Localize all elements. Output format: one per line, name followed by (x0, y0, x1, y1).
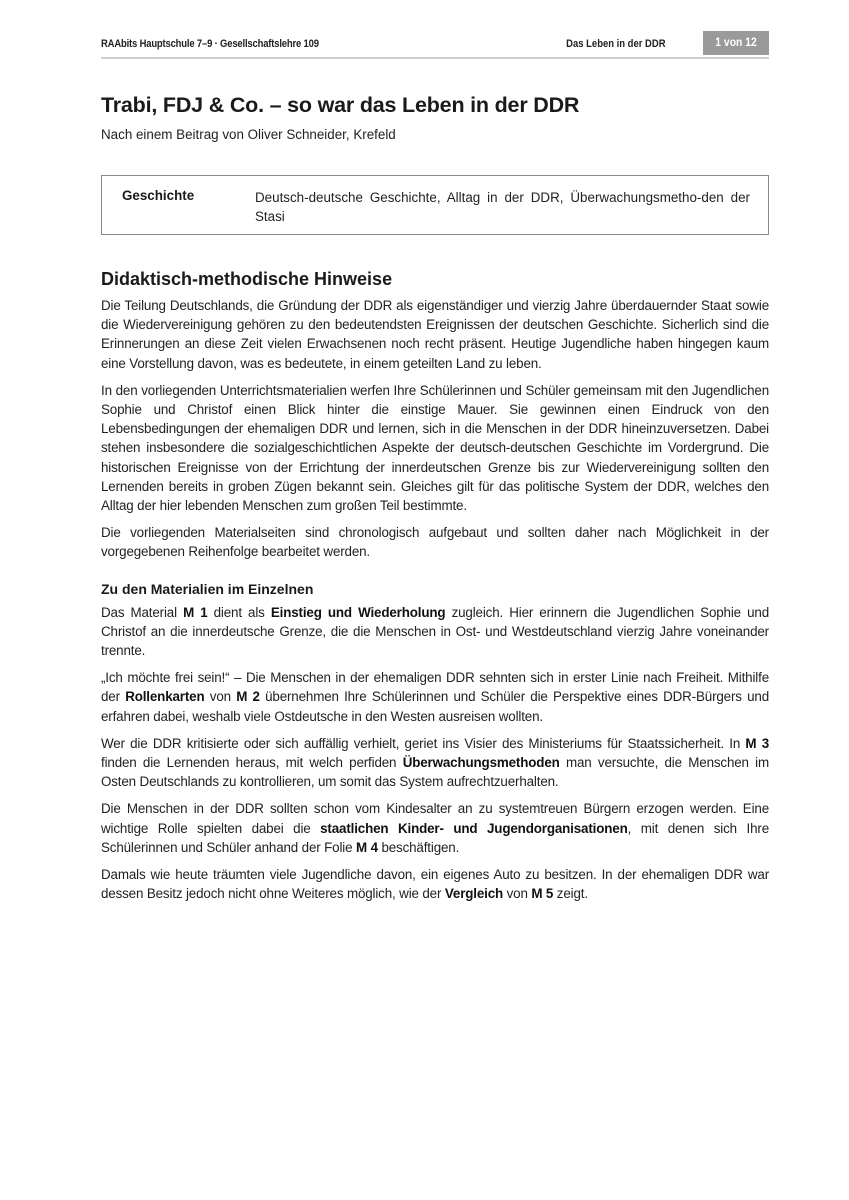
paragraph-m4 (101, 799, 769, 857)
text: finden die Lernenden heraus, mit welch perfiden (101, 755, 403, 771)
text: „Ich möchte frei sein!“ – Die Menschen in der ehemaligen DDR sehnten sich in erster Linie nach Freiheit. Mithilfe der (101, 670, 769, 705)
keyword: Rollenkarten (125, 689, 205, 705)
document-title: Trabi, FDJ & Co. – so war das Leben in der DDR (101, 93, 580, 117)
subject-description: Deutsch-deutsche Geschichte, Alltag in der DDR, Überwachungsmetho-den der Stasi (255, 190, 750, 224)
paragraph-m5 (101, 865, 769, 903)
subject-label: Geschichte (122, 188, 195, 203)
text: Wer die DDR kritisierte oder sich auffällig verhielt, geriet ins Visier des Ministeriums für Staatssicherheit. In (101, 735, 746, 751)
paragraph-m2 (101, 668, 769, 726)
keyword: Vergleich (444, 886, 504, 902)
material-ref: M 5 (531, 886, 554, 902)
text: dient als (207, 604, 271, 620)
text: von (204, 689, 237, 705)
text: man versuchte, die Menschen im Osten Deutschlands zu kontrollieren, um somit das System aufrechtzuerhalten. (101, 755, 770, 790)
page-number: 1 von 12 (715, 37, 757, 49)
subsection-heading: Zu den Materialien im Einzelnen (101, 580, 314, 597)
keyword: Einstieg und Wiederholung (270, 604, 446, 620)
text: zeigt. (553, 886, 588, 902)
text: zugleich. Hier erinnern die Jugendlichen Sophie und Christof an die innerdeutsche Grenze, die die Menschen in Ost- und Westdeutschland vierzig Jahre voneinander trennte. (101, 604, 769, 659)
paragraph-m1 (101, 603, 769, 661)
material-ref: M 1 (183, 604, 208, 620)
page-number-badge (703, 31, 769, 55)
paragraph-m3 (101, 734, 769, 792)
author-line: Nach einem Beitrag von Oliver Schneider, Krefeld (101, 127, 396, 142)
paragraph-intro-2: In den vorliegenden Unterrichtsmaterialien werfen Ihre Schülerinnen und Schüler gemeinsam mit den Jugendlichen Sophie und Christof einen Blick hinter die einstige Mauer. Sie gewinnen einen Eindruck von den Lebensbedingungen der ehemaligen DDR und lernen, sich in die Menschen in der DDR hineinzuversetzen. Dabei stehen insbesondere die sozialgeschichtlichen Aspekte der deutsch-deutschen Geschichte im Vordergrund. Die historischen Ereignisse von der Errichtung der innerdeutschen Grenze bis zur Wiedervereinigung sollten den Lernenden bereits in groben Zügen bekannt sein. Gleiches gilt für das politische System der DDR, welches den Alltag der hier lebenden Menschen zum großen Teil bestimmte. (101, 382, 769, 514)
text: Damals wie heute träumten viele Jugendliche davon, ein eigenes Auto zu besitzen. In der ehemaligen DDR war dessen Besitz jedoch nicht ohne Weiteres möglich, wie der (101, 867, 769, 902)
running-header (101, 35, 769, 59)
material-ref: M 3 (745, 735, 770, 751)
text: beschäftigen. (377, 839, 460, 855)
chapter-title: Das Leben in der DDR (566, 38, 666, 50)
text: von (503, 886, 532, 902)
paragraph-intro-3: Die vorliegenden Materialseiten sind chronologisch aufgebaut und sollten daher nach Möglichkeit in der vorgegebenen Reihenfolge bearbeitet werden. (101, 525, 769, 560)
text: übernehmen Ihre Schülerinnen und Schüler die Perspektive eines DDR-Bürgers und erfahren dabei, weshalb viele Ostdeutsche in den Westen ausreisen wollten. (101, 689, 770, 724)
page-content (101, 93, 769, 903)
keyword: Überwachungsmethoden (402, 755, 560, 771)
material-ref: M 4 (356, 839, 378, 855)
text: , mit denen sich Ihre Schülerinnen und Schüler anhand der Folie (101, 820, 769, 855)
material-ref: M 2 (236, 689, 260, 705)
series-title: RAAbits Hauptschule 7–9 · Gesellschaftslehre 109 (101, 38, 319, 50)
subject-box (101, 175, 769, 235)
text: Das Material (101, 604, 184, 620)
keyword: staatlichen Kinder- und Jugendorganisationen (320, 820, 628, 836)
text: Die Menschen in der DDR sollten schon vom Kindesalter an zu systemtreuen Bürgern erzogen werden. Eine wichtige Rolle spielten dabei die (101, 801, 769, 836)
section-heading: Didaktisch-methodische Hinweise (101, 269, 393, 289)
paragraph-intro-1: Die Teilung Deutschlands, die Gründung der DDR als eigenständiger und vierzig Jahre überdauernder Staat sowie die Wiedervereinigung gehören zu den bedeutendsten Ereignissen der deutschen Geschichte. Sicherlich sind die Erinnerungen an diese Zeit vielen Erwachsenen noch recht präsent. Heutige Jugendliche haben hingegen kaum eine Vorstellung davon, was es bedeutete, in einem geteilten Land zu leben. (101, 298, 769, 371)
